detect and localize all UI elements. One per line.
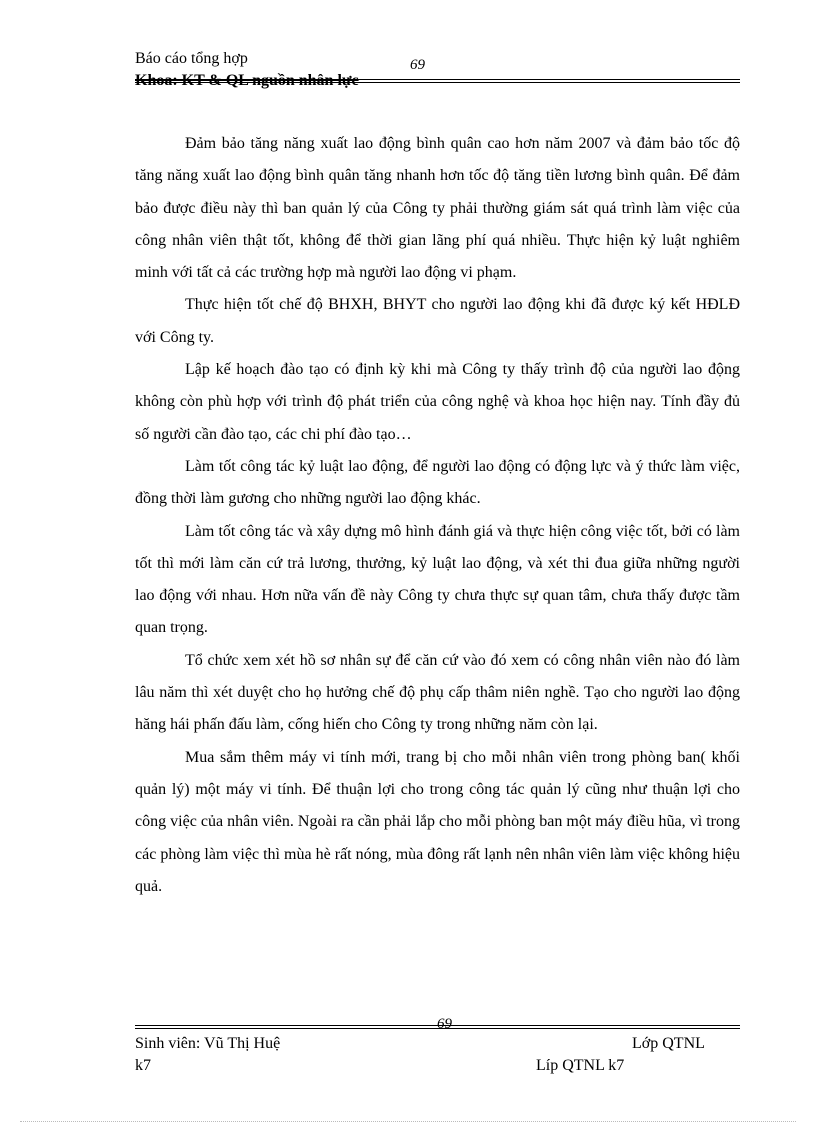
class-label: Lớp QTNL — [632, 1035, 705, 1052]
header-rule-top — [135, 79, 740, 80]
header-page-number: 69 — [410, 57, 425, 73]
paragraph: Thực hiện tốt chế độ BHXH, BHYT cho người lao động khi đã được ký kết HĐLĐ với Công ty. — [135, 296, 740, 346]
page-edge-divider — [20, 1121, 796, 1122]
document-body — [135, 128, 740, 903]
paragraph: Lập kế hoạch đào tạo có định kỳ khi mà Công ty thấy trình độ của người lao động không còn phù hợp với trình độ phát triển của công nghệ và khoa học hiện nay. Tính đầy đủ số người cần đào tạo, các chi phí đào tạo… — [135, 361, 740, 443]
footer-page-number: 69 — [437, 1016, 452, 1032]
report-title: Báo cáo tổng hợp — [135, 50, 248, 67]
paragraph: Tổ chức xem xét hồ sơ nhân sự để căn cứ vào đó xem có công nhân viên nào đó làm lâu năm thì xét duyệt cho họ hưởng chế độ phụ cấp thâm niên nghề. Tạo cho người lao động hăng hái phấn đấu làm, cống hiến cho Công ty trong những năm còn lại. — [135, 651, 740, 734]
cohort-label: k7 — [135, 1057, 151, 1074]
student-name: Sinh viên: Vũ Thị Huệ — [135, 1035, 281, 1052]
department-label: Khoa: KT & QL nguồn nhân lực — [135, 72, 359, 89]
header-rule-bottom — [135, 82, 740, 83]
paragraph: Làm tốt công tác và xây dựng mô hình đánh giá và thực hiện công việc tốt, bởi có làm tốt thì mới làm căn cứ trả lương, thưởng, kỷ luật lao động, và xét thi đua giữa những người lao động với nhau. Hơn nữa vấn đề này Công ty chưa thực sự quan tâm, chưa thấy được tầm quan trọng. — [135, 522, 740, 637]
paragraph: Mua sắm thêm máy vi tính mới, trang bị cho mỗi nhân viên trong phòng ban( khối quản lý) một máy vi tính. Để thuận lợi cho trong công tác quản lý cũng như thuận lợi cho công việc của nhân viên. Ngoài ra cần phải lắp cho mỗi phòng ban một máy điều hũa, vì trong các phòng làm việc thì mùa hè rất nóng, mùa đông rất lạnh nên nhân viên làm việc không hiệu quả. — [135, 748, 740, 895]
paragraph: Làm tốt công tác kỷ luật lao động, để người lao động có động lực và ý thức làm việc, đồng thời làm gương cho những người lao động khác. — [135, 457, 740, 508]
class-cohort-label: Líp QTNL k7 — [536, 1057, 625, 1074]
paragraph: Đảm bảo tăng năng xuất lao động bình quân cao hơn năm 2007 và đảm bảo tốc độ tăng năng xuất lao động bình quân tăng nhanh hơn tốc độ tăng tiền lương bình quân. Để đảm bảo được điều này thì ban quản lý của Công ty phải thường giám sát quá trình làm việc của công nhân viên thật tốt, không để thời gian lãng phí quá nhiều. Thực hiện kỷ luật nghiêm minh với tất cả các trường hợp mà người lao động vi phạm. — [135, 135, 740, 282]
